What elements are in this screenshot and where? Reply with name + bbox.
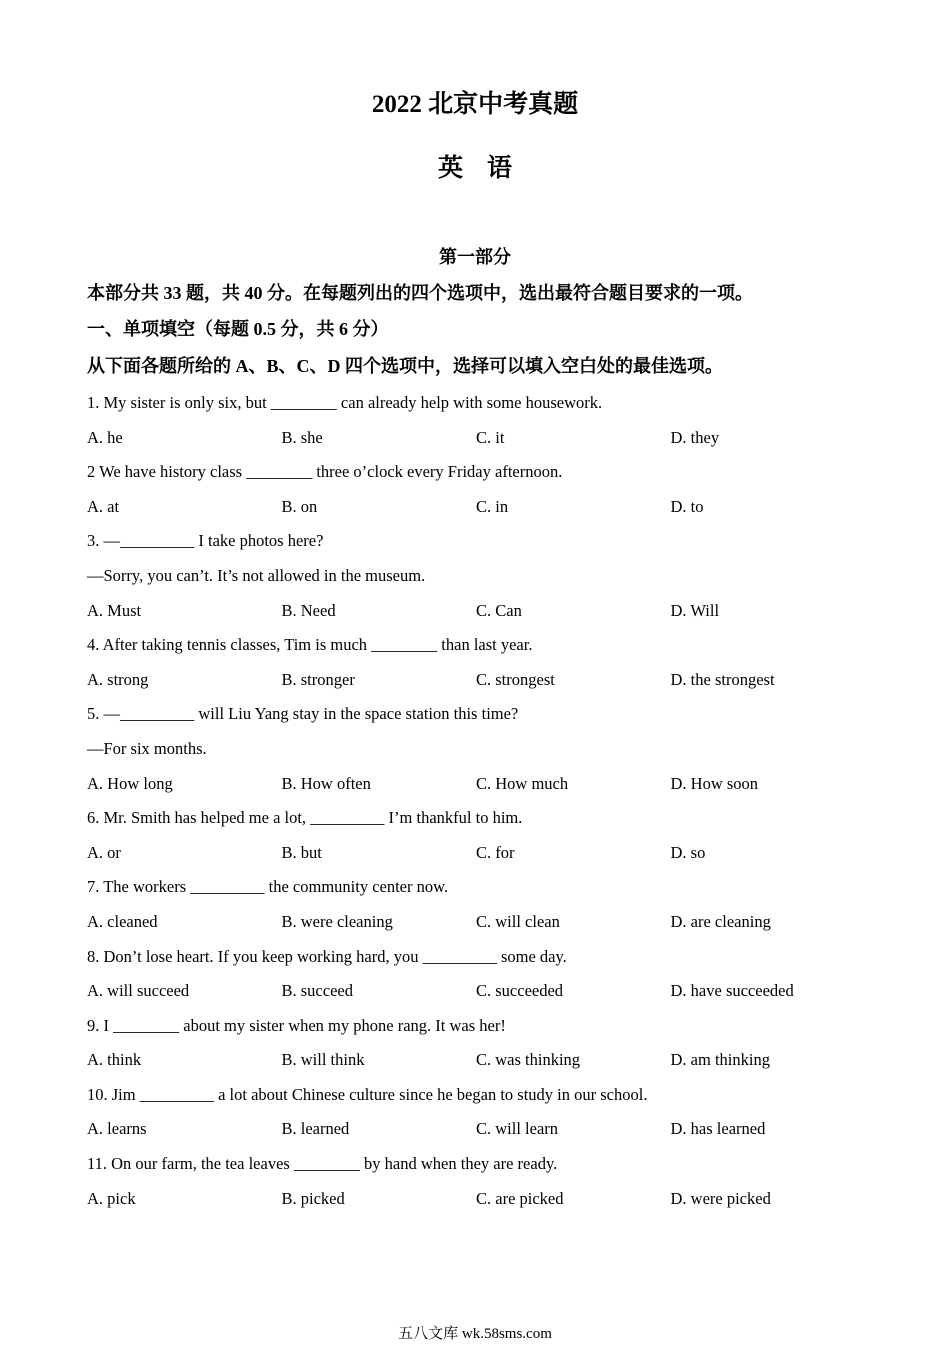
question-text: 3. —_________ I take photos here? <box>87 531 324 551</box>
answer-option: B. she <box>281 427 323 447</box>
question-item <box>87 870 887 939</box>
question-text: 6. Mr. Smith has helped me a lot, _________ I’m thankful to him. <box>87 808 523 828</box>
part-heading: 第一部分 <box>439 247 511 267</box>
answer-option: D. How soon <box>670 773 759 793</box>
answer-option: C. will clean <box>476 911 560 931</box>
answer-option: A. he <box>87 427 123 447</box>
answer-option: A. strong <box>87 669 149 689</box>
answer-option: B. How often <box>281 773 371 793</box>
part-intro: 本部分共 33 题，共 40 分。在每题列出的四个选项中，选出最符合题目要求的一项。 <box>87 283 753 303</box>
answer-option: D. they <box>670 427 720 447</box>
answer-option: C. strongest <box>476 669 555 689</box>
question-text: 7. The workers _________ the community center now. <box>87 877 449 897</box>
answer-option: A. learns <box>87 1119 147 1139</box>
answer-option: D. Will <box>670 600 720 620</box>
answer-option: D. are cleaning <box>670 911 771 931</box>
question-text: 8. Don’t lose heart. If you keep working hard, you _________ some day. <box>87 946 567 966</box>
answer-option: D. to <box>670 496 704 516</box>
answer-option: B. but <box>281 842 322 862</box>
answer-options <box>87 974 887 1009</box>
question-text: 9. I ________ about my sister when my phone rang. It was her! <box>87 1015 506 1035</box>
answer-option: D. were picked <box>670 1188 771 1208</box>
answer-option: A. will succeed <box>87 981 190 1001</box>
question-text: 11. On our farm, the tea leaves ________ by hand when they are ready. <box>87 1154 558 1174</box>
answer-option: C. Can <box>476 600 522 620</box>
answer-option: A. at <box>87 496 120 516</box>
answer-option: D. has learned <box>670 1119 766 1139</box>
question-item <box>87 386 887 455</box>
answer-options <box>87 663 887 698</box>
answer-option: A. pick <box>87 1188 136 1208</box>
question-item <box>87 801 887 870</box>
answer-option: B. picked <box>281 1188 345 1208</box>
page-footer: 五八文库 wk.58sms.com <box>398 1326 552 1342</box>
answer-option: D. so <box>670 842 706 862</box>
answer-option: C. are picked <box>476 1188 564 1208</box>
answer-options <box>87 1182 887 1217</box>
question-item <box>87 455 887 524</box>
answer-options <box>87 1043 887 1078</box>
question-dialogue-line: —Sorry, you can’t. It’s not allowed in the museum. <box>87 565 426 585</box>
answer-option: D. the strongest <box>670 669 775 689</box>
answer-options <box>87 421 887 456</box>
answer-option: B. Need <box>281 600 336 620</box>
answer-options <box>87 836 887 871</box>
answer-options <box>87 1112 887 1147</box>
answer-options <box>87 594 887 629</box>
answer-option: A. think <box>87 1050 142 1070</box>
answer-option: B. on <box>281 496 318 516</box>
answer-options <box>87 490 887 525</box>
answer-option: C. succeeded <box>476 981 564 1001</box>
question-item <box>87 628 887 697</box>
question-item <box>87 697 887 801</box>
answer-option: A. or <box>87 842 121 862</box>
subject-heading: 英语 <box>437 155 536 182</box>
answer-option: C. will learn <box>476 1119 559 1139</box>
question-text: 1. My sister is only six, but ________ can already help with some housework. <box>87 393 603 412</box>
section-instruction: 从下面各题所给的 A、B、C、D 四个选项中，选择可以填入空白处的最佳选项。 <box>87 356 723 376</box>
question-text: 10. Jim _________ a lot about Chinese culture since he began to study in our school. <box>87 1084 648 1104</box>
answer-option: C. it <box>476 427 505 447</box>
question-item <box>87 1147 887 1216</box>
answer-option: C. in <box>476 496 509 516</box>
answer-option: B. succeed <box>281 981 353 1001</box>
answer-option: D. have succeeded <box>670 981 794 1001</box>
question-item <box>87 1009 887 1078</box>
question-item <box>87 524 887 628</box>
answer-options <box>87 905 887 940</box>
question-item <box>87 1078 887 1147</box>
answer-option: A. Must <box>87 600 142 620</box>
question-text: 5. —_________ will Liu Yang stay in the space station this time? <box>87 704 519 724</box>
answer-option: B. were cleaning <box>281 911 393 931</box>
page-title: 2022 北京中考真题 <box>371 91 579 118</box>
question-item <box>87 940 887 1009</box>
question-text: 2 We have history class ________ three o’clock every Friday afternoon. <box>87 462 563 482</box>
answer-option: A. How long <box>87 773 173 793</box>
answer-option: B. learned <box>281 1119 350 1139</box>
answer-option: D. am thinking <box>670 1050 770 1070</box>
answer-option: B. will think <box>281 1050 365 1070</box>
question-dialogue-line: —For six months. <box>87 738 207 758</box>
section-heading: 一、单项填空（每题 0.5 分，共 6 分） <box>87 319 389 339</box>
answer-options <box>87 767 887 802</box>
answer-option: A. cleaned <box>87 911 158 931</box>
answer-option: C. How much <box>476 773 569 793</box>
question-text: 4. After taking tennis classes, Tim is much ________ than last year. <box>87 635 533 655</box>
answer-option: C. for <box>476 842 515 862</box>
question-list <box>87 386 887 1216</box>
answer-option: C. was thinking <box>476 1050 581 1070</box>
answer-option: B. stronger <box>281 669 355 689</box>
